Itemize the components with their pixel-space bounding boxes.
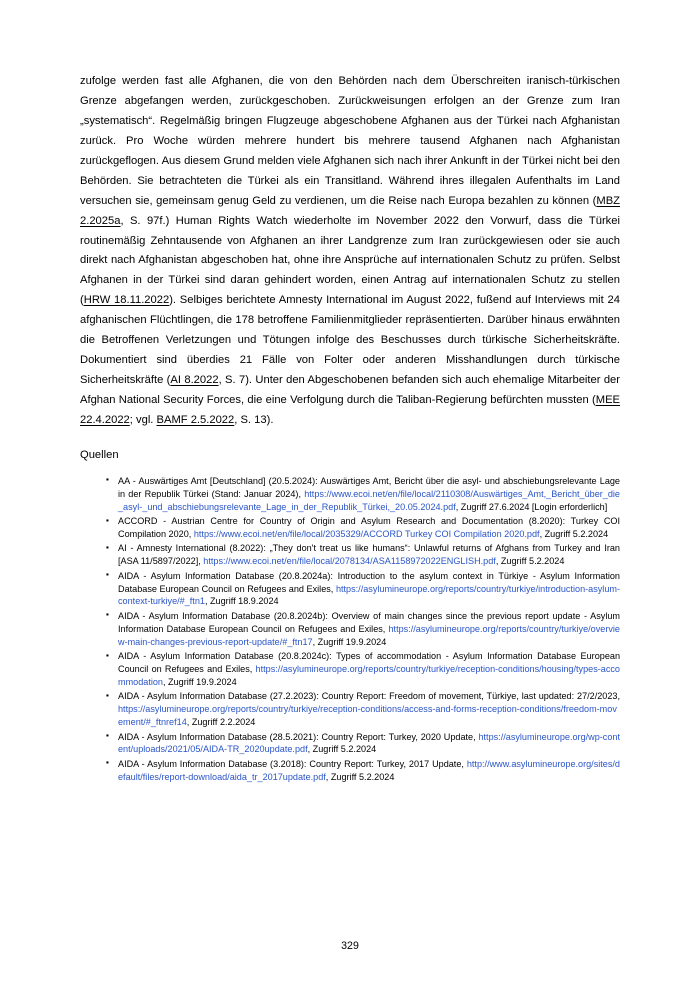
reference-item [106, 610, 620, 649]
citation-mee: MEE 22.4.2022 [80, 394, 620, 426]
reference-text: AIDA - Asylum Information Database (3.2018): Country Report: Turkey, 2017 Update, [118, 758, 467, 769]
reference-text: , Zugriff 19.9.2024 [312, 636, 387, 647]
paragraph-segment-6: , S. 13). [234, 413, 274, 426]
reference-link[interactable]: https://asylumineurope.org/reports/country/turkiye/reception-conditions/housing/types-accommodation [118, 663, 620, 687]
reference-item [106, 758, 620, 784]
reference-text: , Zugriff 5.2.2024 [307, 744, 377, 755]
reference-item [106, 690, 620, 729]
reference-item [106, 650, 620, 689]
reference-text: AIDA - Asylum Information Database (27.2.2023): Country Report: Freedom of movement, Türkiye, last updated: 27/2/2023, [118, 691, 620, 702]
page-number: 329 [341, 940, 359, 952]
reference-list [80, 475, 620, 784]
citation-mbz: MBZ 2.2025a [80, 194, 620, 227]
citation-ai: AI 8.2022 [170, 374, 219, 387]
reference-link[interactable]: https://asylumineurope.org/reports/country/turkiye/overview-main-changes-previous-report-update/#_ftn17 [118, 623, 620, 647]
reference-text: AIDA - Asylum Information Database (28.5.2021): Country Report: Turkey, 2020 Update, [118, 731, 479, 742]
reference-text: AA - Auswärtiges Amt [Deutschland] (20.5.2024): Auswärtiges Amt, Bericht über die asyl- und abschiebungsrelevante Lage in der Republik Türkei (Stand: Januar 2024), [118, 475, 620, 499]
paragraph-segment-3: ). Selbiges berichtete Amnesty International im August 2022, fußend auf Interviews mit 24 afghanischen Flüchtlingen, die 178 betroffene Familienmitglieder repräsentierten. Darüber hinaus erwähnten die Betroffenen Verletzungen und Tötungen infolge des Beschusses durch türkische Sicherheitskräfte. Dokumentiert sind überdies 21 Fälle von Folter oder anderen Misshandlungen durch türkische Sicherheitskräfte ( [80, 294, 620, 387]
reference-link[interactable]: https://www.ecoi.net/en/file/local/2078134/ASA1158972022ENGLISH.pdf [203, 556, 496, 567]
reference-link[interactable]: https://www.ecoi.net/en/file/local/2035329/ACCORD Turkey COI Compilation 2020.pdf [193, 528, 540, 539]
paragraph-segment-5: ; vgl. [129, 413, 157, 426]
reference-text: , Zugriff 5.2.2024 [325, 771, 395, 782]
reference-text: AIDA - Asylum Information Database (20.8.2024b): Overview of main changes since the previous report update - Asylum Information Database European Council on Refugees and Exiles, [118, 610, 620, 634]
reference-text: ACCORD - Austrian Centre for Country of Origin and Asylum Research and Documentation (8.2020): Turkey COI Compilation 2020, [118, 516, 620, 539]
reference-text: , Zugriff 18.9.2024 [204, 596, 279, 607]
reference-item [106, 731, 620, 757]
paragraph-segment-4: , S. 7). Unter den Abgeschobenen befanden sich auch ehemalige Mitarbeiter der Afghan National Security Forces, die eine Verfolgung durch die Taliban-Regierung befürchten mussten ( [80, 374, 621, 406]
reference-text: AIDA - Asylum Information Database (20.8.2024c): Types of accommodation - Asylum Information Database European Council on Refugees and Exiles, [118, 651, 620, 674]
citation-bamf: BAMF 2.5.2022 [156, 413, 235, 426]
reference-text: , Zugriff 19.9.2024 [163, 676, 237, 687]
reference-text: , Zugriff 27.6.2024 [Login erforderlich] [455, 501, 608, 512]
citation-hrw: HRW 18.11.2022 [83, 294, 170, 307]
reference-item [106, 542, 620, 568]
reference-text: , Zugriff 5.2.2024 [539, 528, 609, 539]
reference-text: , Zugriff 2.2.2024 [186, 717, 256, 728]
reference-link[interactable]: https://asylumineurope.org/wp-content/uploads/2021/05/AIDA-TR_2020update.pdf [118, 731, 620, 755]
main-paragraph [80, 72, 620, 431]
paragraph-segment-1: zufolge werden fast alle Afghanen, die von den Behörden nach dem Überschreiten iranisch-türkischen Grenze abgefangen werden, zurückgeschoben. Zurückweisungen erfolgen an der Grenze zum Iran „systematisch“. Regelmäßig bringen Flugzeuge abgeschobene Afghanen aus der Türkei nach Afghanistan zurück. Pro Woche würden mehrere hundert bis mehrere tausend Afghanen nach Afghanistan zurückgeflogen. Aus diesem Grund melden viele Afghanen sich nach ihrer Ankunft in der Türkei nicht bei den Behörden. Sie betrachteten die Türkei als ein Transitland. Während ihres illegalen Aufenthalts im Land versuchen sie, gemeinsam genug Geld zu verdienen, um die Reise nach Europa bezahlen zu können ( [80, 75, 620, 207]
paragraph-segment-2: , S. 97f.) Human Rights Watch wiederholte im November 2022 den Vorwurf, dass die Türkei routinemäßig Zehntausende von Afghanen an ihrer Landgrenze zum Iran zurückgewiesen oder sie auch direkt nach Afghanistan abgeschoben hat, ohne ihre Ansprüche auf internationalen Schutz zu prüfen. Selbst Afghanen in der Türkei sind daran gehindert worden, einen Antrag auf internationalen Schutz zu stellen ( [80, 214, 620, 307]
reference-item [106, 570, 620, 609]
sources-heading: Quellen [80, 448, 119, 461]
reference-link[interactable]: https://asylumineurope.org/reports/country/turkiye/introduction-asylum-context-turkiye/#_ftn1 [118, 583, 620, 607]
reference-text: AIDA - Asylum Information Database (20.8.2024a): Introduction to the asylum context in Türkiye - Asylum Information Database European Council on Refugees and Exiles, [118, 570, 620, 594]
reference-text: , Zugriff 5.2.2024 [495, 556, 565, 567]
reference-link[interactable]: http://www.asylumineurope.org/sites/default/files/report-download/aida_tr_2017update.pdf [118, 758, 620, 782]
reference-item [106, 515, 620, 541]
reference-link[interactable]: https://www.ecoi.net/en/file/local/2110308/Auswärtiges_Amt,_Bericht_über_die_asyl-_und_abschiebungsrelevante_Lage_in_der_Republik_Türkei,_20.05.2024.pdf [118, 488, 620, 512]
reference-text: AI - Amnesty International (8.2022): „They don't treat us like humans“: Unlawful returns of Afghans from Turkey and Iran [ASA 11/5897/2022], [118, 543, 620, 567]
reference-link[interactable]: https://asylumineurope.org/reports/country/turkiye/reception-conditions/access-and-forms-reception-conditions/freedom-movement/#_ftnref14 [118, 704, 617, 728]
reference-item [106, 475, 620, 514]
